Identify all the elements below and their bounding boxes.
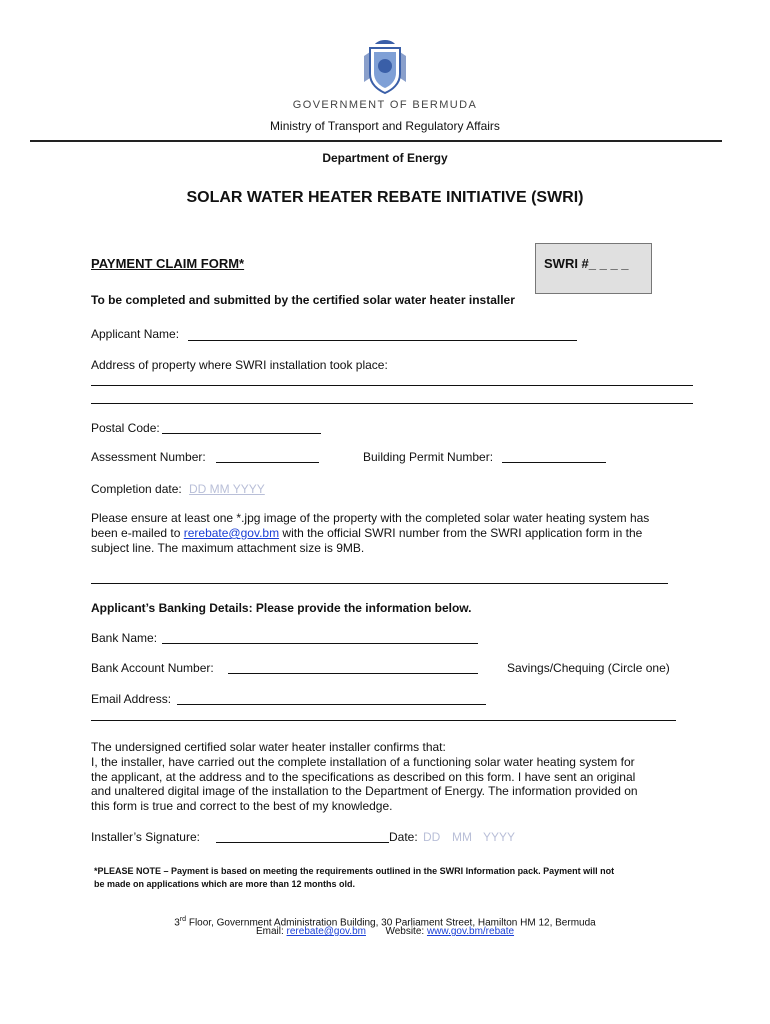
postal-code-field[interactable] [162,433,321,434]
department-name: Department of Energy [322,151,448,165]
permit-number-field[interactable] [502,462,606,463]
footer-email-label: Email: [255,926,284,937]
installer-signature-label: Installer’s Signature: [91,830,200,844]
account-type-option[interactable]: Savings/Chequing (Circle one) [507,661,670,675]
form-heading: PAYMENT CLAIM FORM* [91,256,245,271]
note-line-2: be made on applications which are more than 12 months old. [94,879,356,889]
completion-date-field[interactable]: DD MM YYYY [189,482,265,496]
header-rule [30,140,722,142]
address-label: Address of property where SWRI installation took place: [91,358,388,372]
image-instruction-text-b: with the official SWRI number from the SWRI application form in the [282,526,643,540]
declaration-line-3: the applicant, at the address and to the specifications as described on this form. I have sent an original [91,770,636,784]
page-title: SOLAR WATER HEATER REBATE INITIATIVE (SWRI) [186,189,584,206]
banking-heading: Applicant’s Banking Details: Please provide the information below. [91,601,472,615]
signature-date-day[interactable]: DD [423,830,441,844]
address-field-line-2[interactable] [91,403,693,404]
image-instruction-line-3: subject line. The maximum attachment size is 9MB. [91,541,365,555]
email-address-label: Email Address: [91,692,172,706]
note-line-1: *PLEASE NOTE – Payment is based on meeting the requirements outlined in the SWRI Information pack. Payment will not [94,866,615,876]
image-instruction-line-2 [91,526,642,541]
ministry-name: Ministry of Transport and Regulatory Affairs [270,119,500,133]
completion-date-label: Completion date: [91,482,182,496]
postal-code-label: Postal Code: [91,421,160,435]
footer-website-label: Website: [385,926,425,937]
form-instruction: To be completed and submitted by the certified solar water heater installer [91,293,515,307]
section-divider [91,583,668,584]
bank-account-label: Bank Account Number: [91,661,214,675]
declaration-line-4: and unaltered digital image of the installation to the Department of Energy. The information provided on [91,784,638,798]
bank-name-label: Bank Name: [91,631,158,645]
installer-signature-field[interactable] [216,842,389,843]
rebate-email-link[interactable]: rerebate@gov.bm [183,526,280,540]
footer-floor: 3 [174,917,180,929]
government-name: GOVERNMENT OF BERMUDA [292,99,478,111]
footer-website-link[interactable]: www.gov.bm/rebate [426,926,515,937]
image-instruction-text-a: been e-mailed to [91,526,181,540]
email-address-field-2[interactable] [91,720,676,721]
declaration-line-2: I, the installer, have carried out the complete installation of a functioning solar water heating system for [91,755,635,769]
bermuda-crest-icon [362,38,408,96]
applicant-name-label: Applicant Name: [91,327,180,341]
email-address-field[interactable] [177,704,486,705]
permit-number-label: Building Permit Number: [363,450,494,464]
signature-date-month[interactable]: MM [452,830,472,844]
bank-account-field[interactable] [228,673,478,674]
signature-date-year[interactable]: YYYY [483,830,516,844]
assessment-number-field[interactable] [216,462,319,463]
footer-floor-suffix: rd [179,916,187,923]
footer-contact [85,925,685,938]
address-field-line-1[interactable] [91,385,693,386]
image-instruction-line-1: Please ensure at least one *.jpg image of the property with the completed solar water heating system has [91,511,650,525]
declaration-line-1: The undersigned certified solar water heater installer confirms that: [91,740,446,754]
bank-name-field[interactable] [162,643,478,644]
swri-number-box[interactable] [535,243,652,294]
swri-number-label: SWRI #_ _ _ _ [544,256,629,271]
signature-date-label: Date: [389,830,418,844]
applicant-name-field[interactable] [188,340,577,341]
assessment-number-label: Assessment Number: [91,450,206,464]
declaration-line-5: this form is true and correct to the best of my knowledge. [91,799,393,813]
footer-address-text: Floor, Government Administration Building, 30 Parliament Street, Hamilton HM 12, Bermuda [186,917,596,929]
footer-email-link[interactable]: rerebate@gov.bm [286,926,366,937]
